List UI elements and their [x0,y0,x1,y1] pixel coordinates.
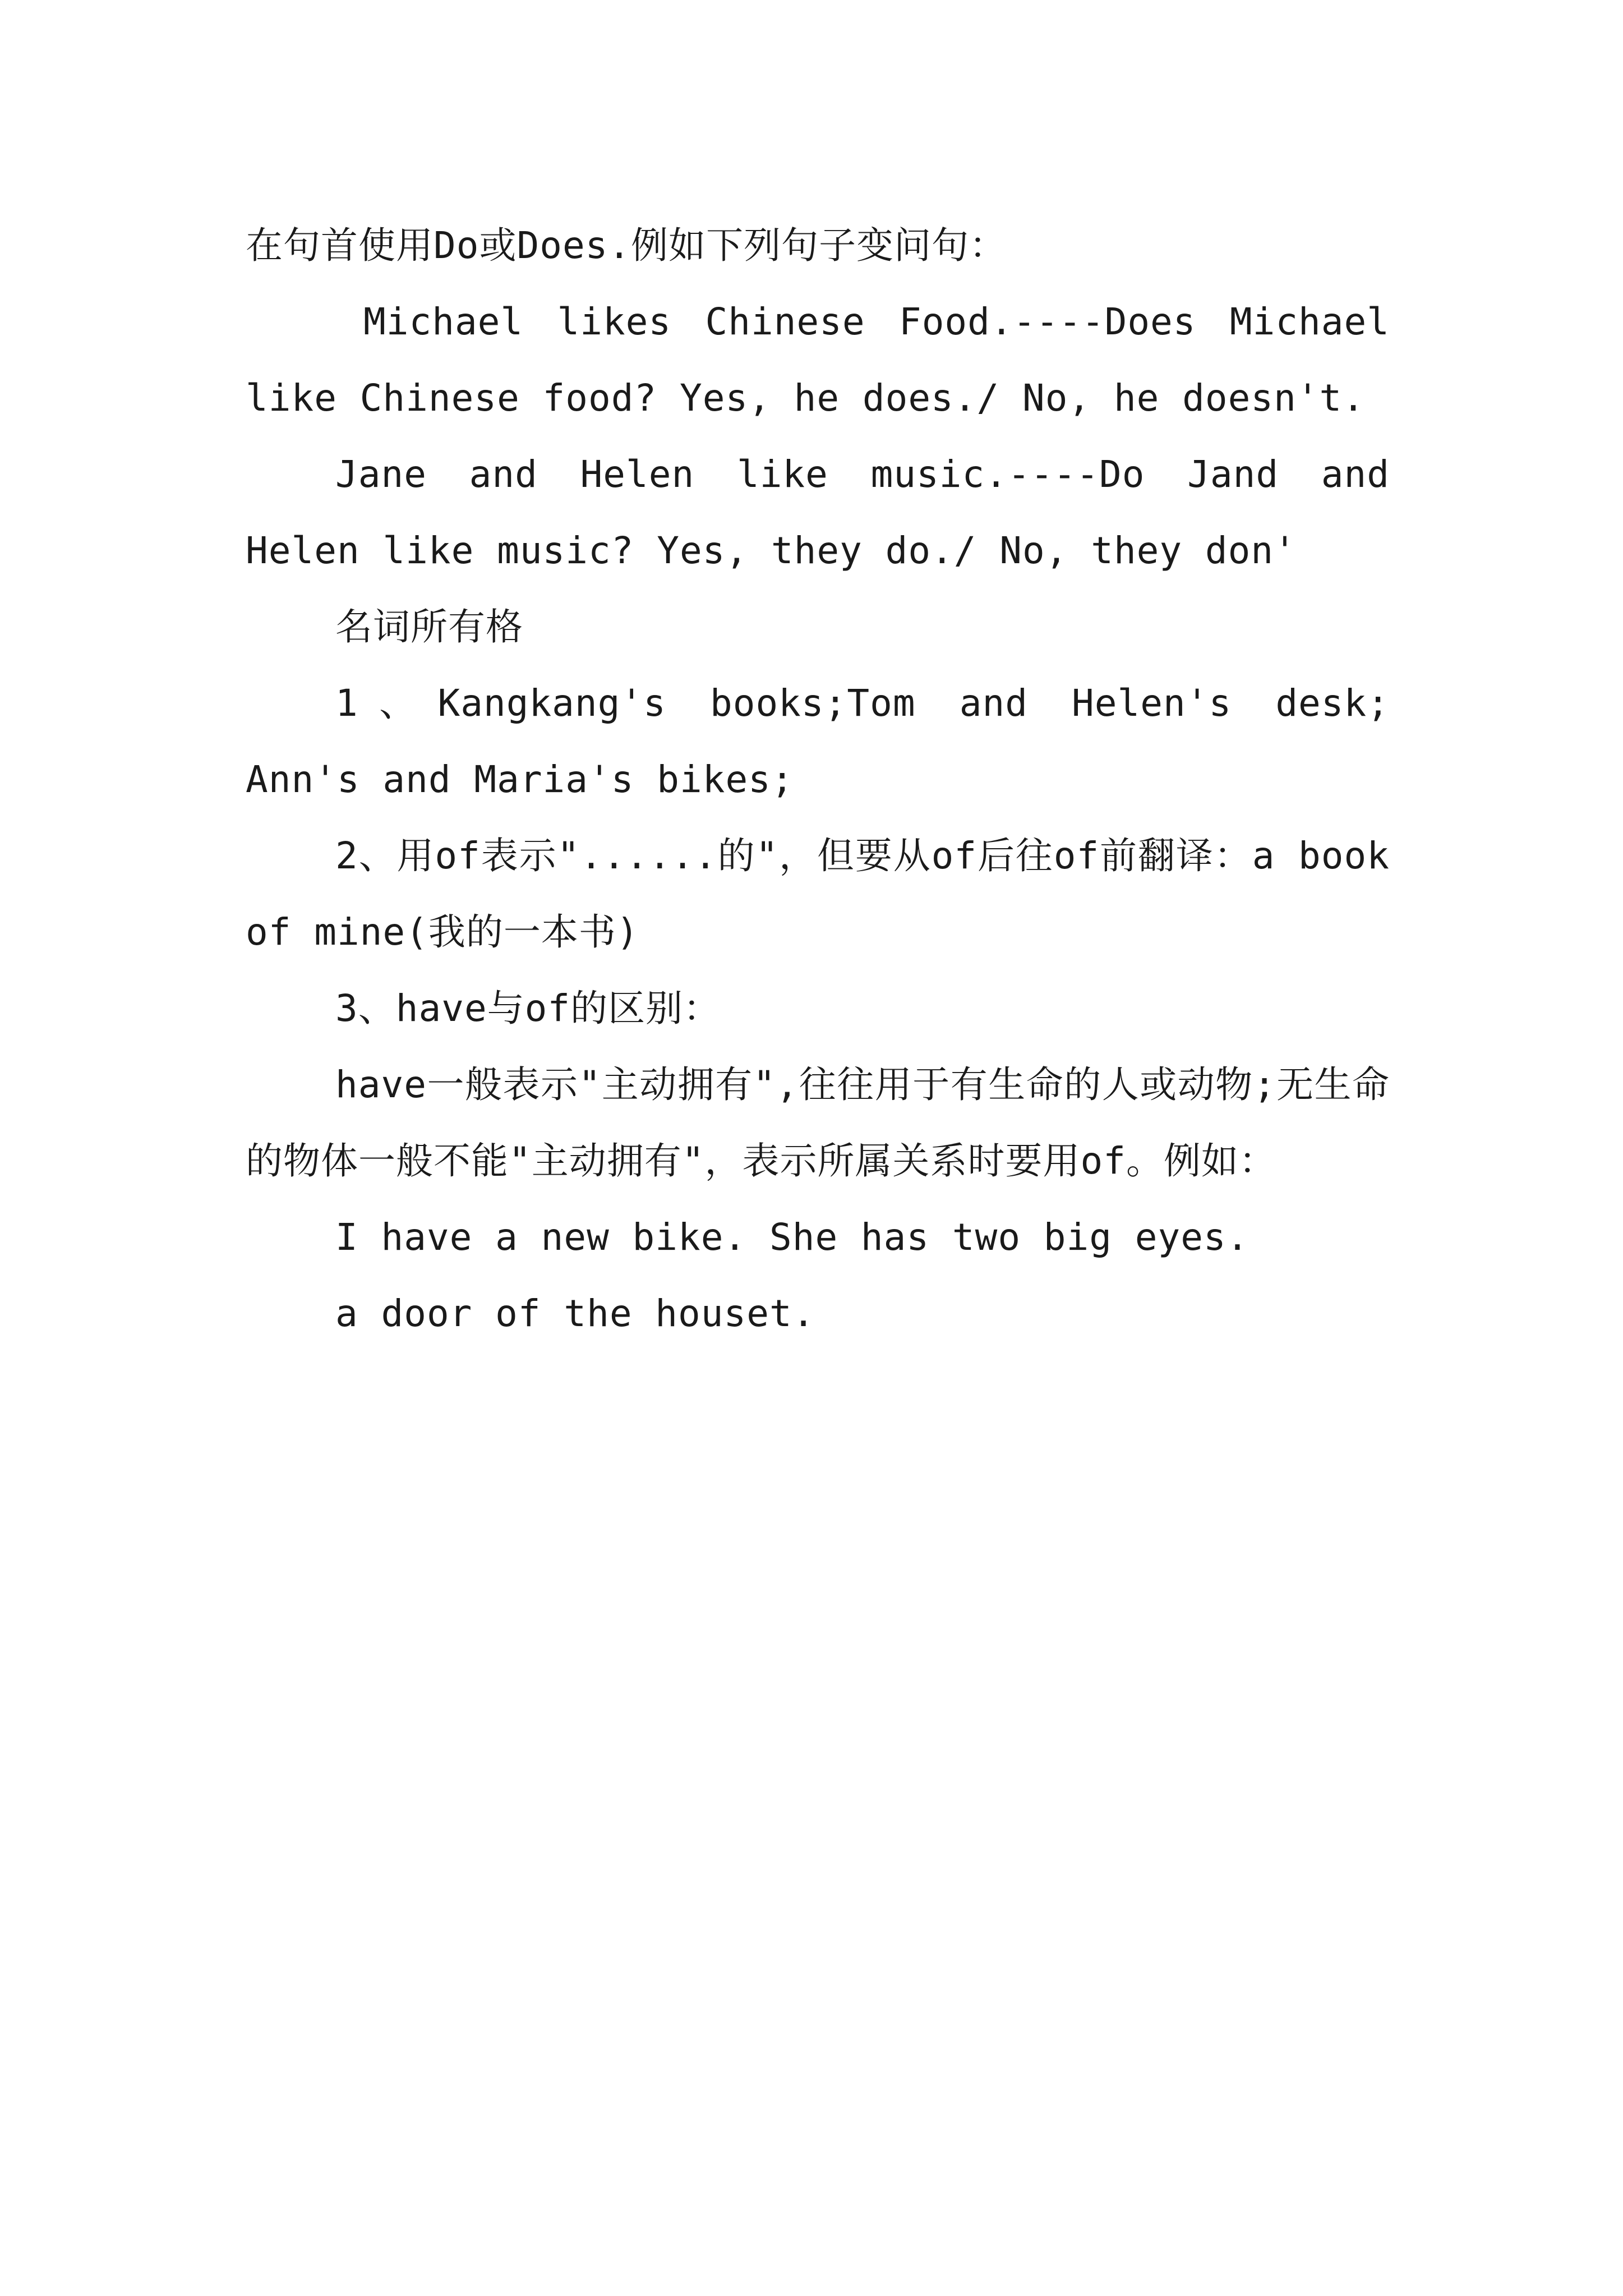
section-heading-possessive: 名词所有格 [335,605,523,648]
paragraph-example-of: a door of the houset. [335,1292,815,1335]
paragraph-rule-2: 2、用of表示"......的"，但要从of后往of前翻译：a book of mine(我的一本书) [246,834,1390,954]
paragraph-rule-1: 1、Kangkang's books;Tom and Helen's desk; Ann's and Maria's bikes; [246,682,1390,801]
paragraph-intro: 在句首使用Do或Does.例如下列句子变问句： [246,224,1007,267]
paragraph-have-explanation: have一般表示"主动拥有",往往用于有生命的人或动物;无生命的物体一般不能"主动拥有"，表示所属关系时要用of。例如： [246,1063,1390,1182]
paragraph-example-michael: Michael likes Chinese Food.----Does Michael like Chinese food? Yes, he does./ No, he doesn't. [246,300,1390,420]
paragraph-example-jane: Jane and Helen like music.----Do Jand and Helen like music? Yes, they do./ No, they don' [246,453,1390,572]
paragraph-example-have: I have a new bike. She has two big eyes. [335,1216,1249,1259]
paragraph-rule-3: 3、have与of的区别： [335,987,721,1030]
document-body [246,208,1390,1352]
